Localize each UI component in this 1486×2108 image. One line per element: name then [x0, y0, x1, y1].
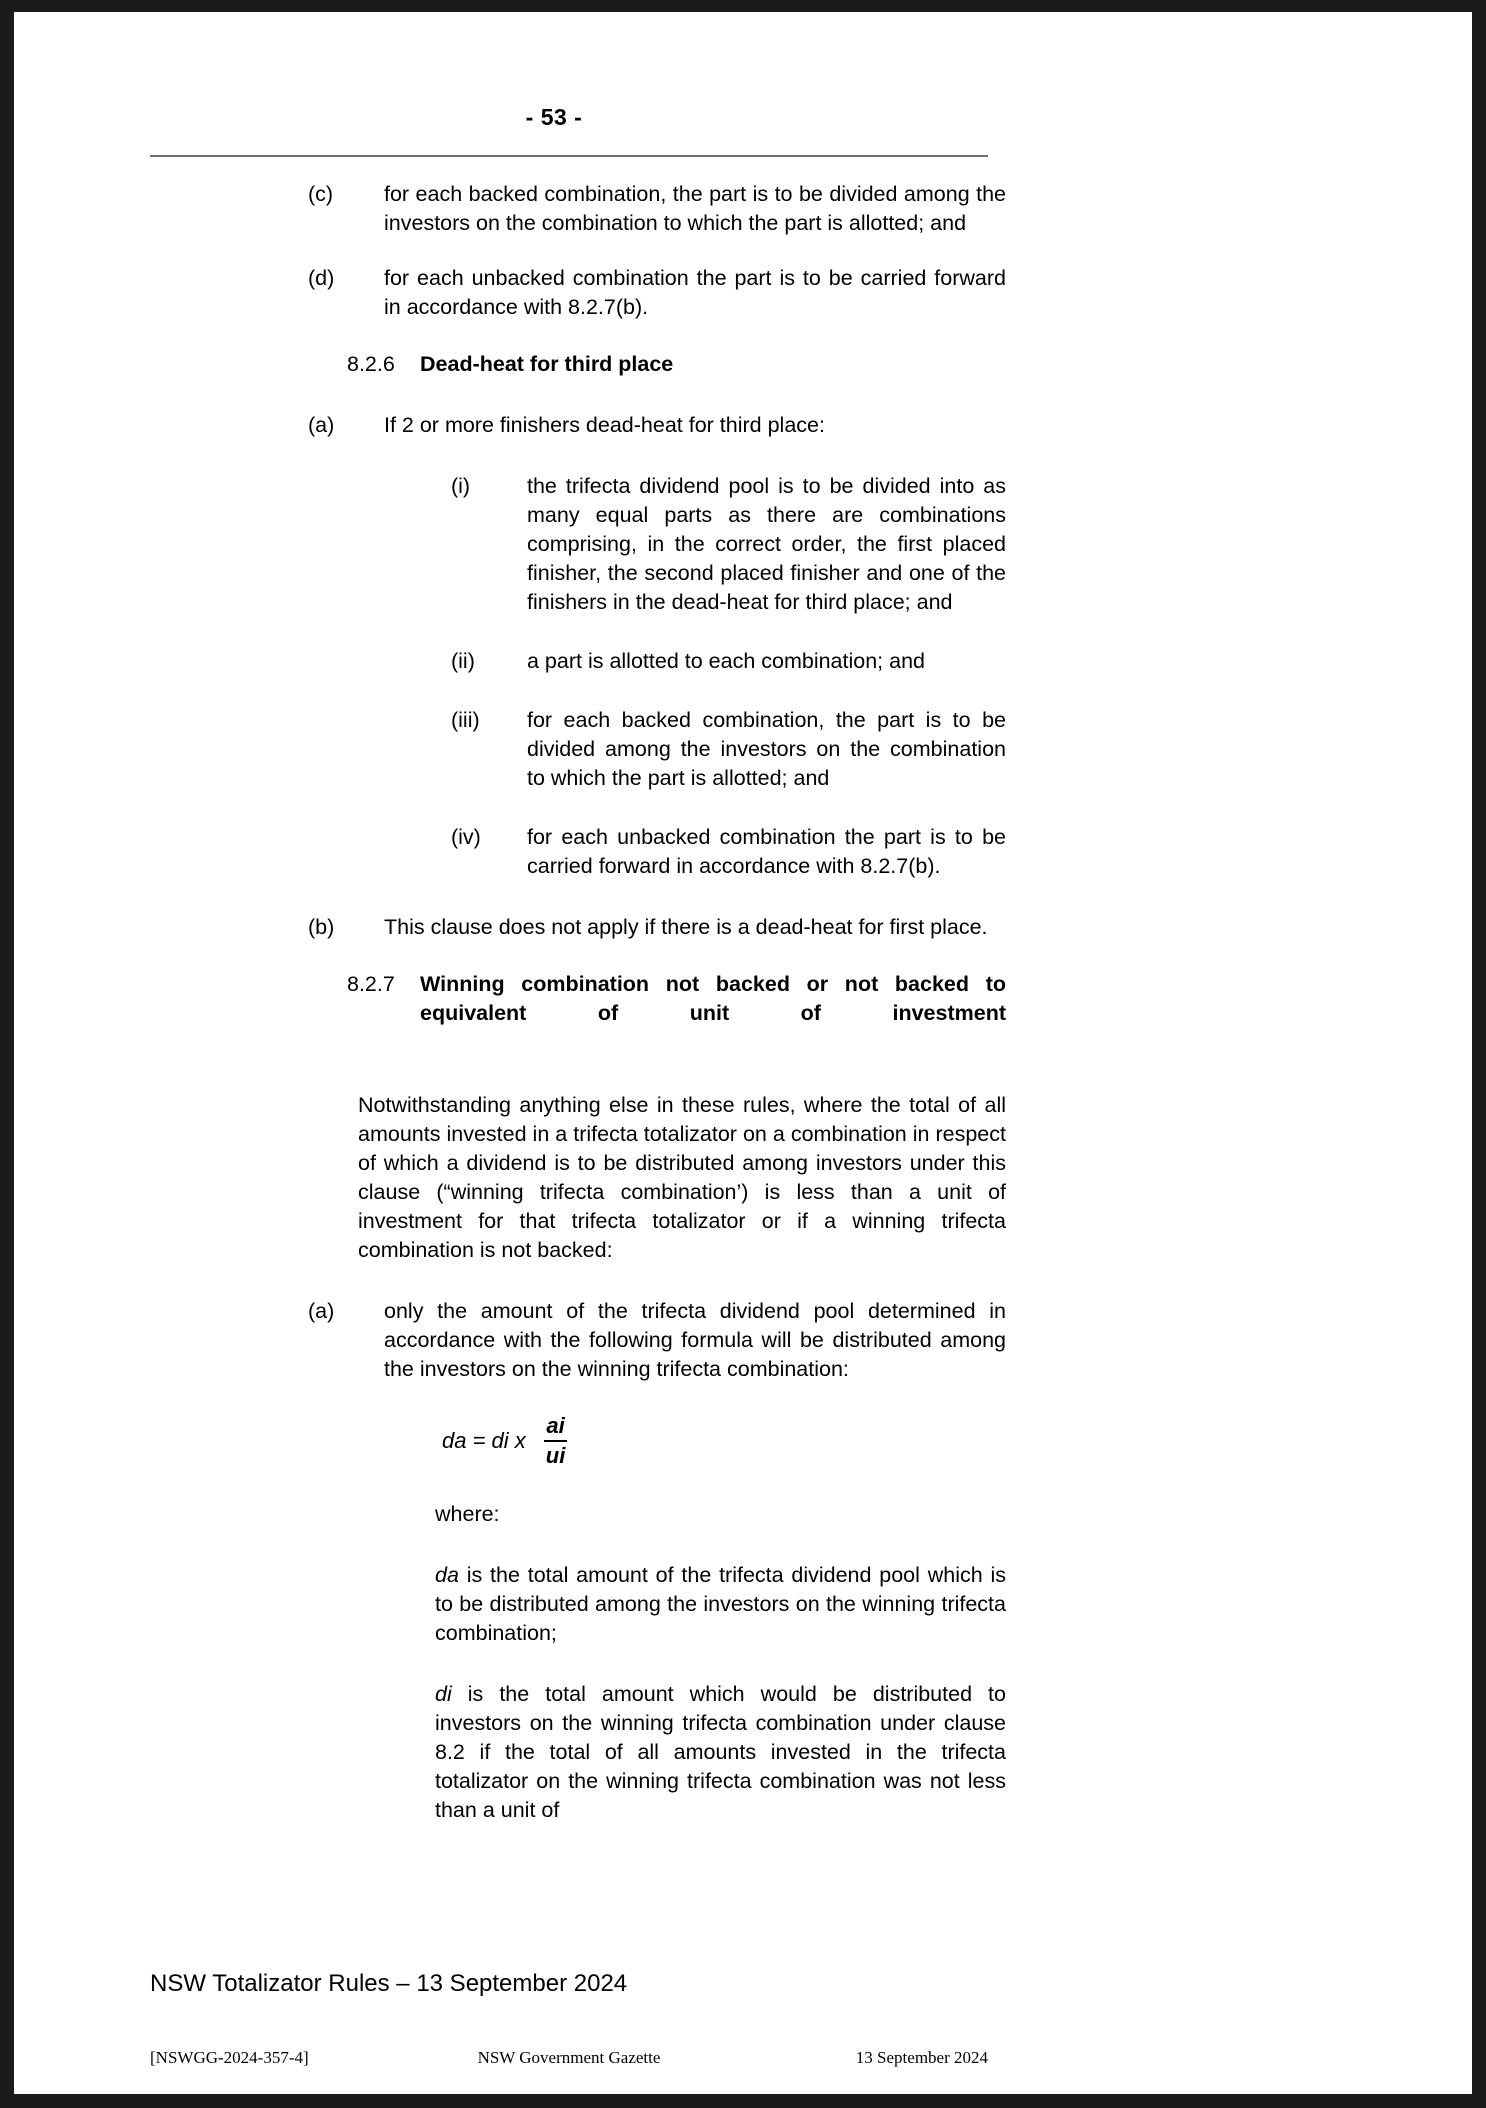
formula-numerator: ai	[544, 1413, 568, 1442]
clause-heading	[14, 350, 1094, 379]
list-item	[14, 264, 1094, 322]
header-divider	[150, 155, 988, 157]
gazette-date: 13 September 2024	[855, 2048, 988, 2067]
variable-name: di	[435, 1682, 452, 1706]
document-body	[14, 180, 1094, 1851]
formula	[14, 1414, 1094, 1470]
list-marker: (c)	[308, 182, 334, 206]
variable-name: da	[435, 1563, 459, 1587]
formula-fraction	[544, 1413, 568, 1469]
formula-left-side: da = di x	[442, 1427, 526, 1453]
list-item-text: the trifecta dividend pool is to be divided into as many equal parts as there are combinations comprising, in the correct order, the first placed finisher, the second placed finisher and one of the finishers in the dead-heat for third place; and	[527, 474, 1006, 614]
list-marker: (a)	[308, 1299, 335, 1323]
list-item	[14, 180, 1094, 238]
list-item	[14, 1297, 1094, 1384]
variable-definition	[14, 1561, 1094, 1648]
list-item-text: If 2 or more finishers dead-heat for third place:	[384, 413, 825, 437]
definition-body: is the total amount of the trifecta dividend pool which is to be distributed among the investors on the winning trifecta combination;	[435, 1563, 1006, 1645]
list-marker: (a)	[308, 413, 335, 437]
gazette-footer	[150, 2048, 988, 2068]
definition-text	[435, 1680, 1006, 1825]
clause-number: 8.2.7	[347, 972, 395, 996]
list-item	[14, 472, 1094, 617]
list-item	[14, 411, 1094, 440]
list-item-text: only the amount of the trifecta dividend pool determined in accordance with the following formula will be distributed among the investors on the winning trifecta combination:	[384, 1299, 1006, 1381]
list-item-text: This clause does not apply if there is a dead-heat for first place.	[384, 915, 988, 939]
list-marker: (iv)	[451, 825, 481, 849]
page-number: - 53 -	[525, 104, 583, 130]
list-item	[14, 913, 1094, 942]
clause-title: Dead-heat for third place	[420, 352, 674, 376]
clause-heading	[14, 970, 1094, 1057]
formula-denominator: ui	[545, 1443, 566, 1468]
definition-text	[435, 1561, 1006, 1648]
document-footer-title: NSW Totalizator Rules – 13 September 2024	[150, 1970, 628, 1997]
document-page	[14, 12, 1472, 2094]
list-item-text: for each backed combination, the part is to be divided among the investors on the combination to which the part is allotted; and	[384, 182, 1006, 235]
list-marker: (ii)	[451, 649, 475, 673]
list-marker: (b)	[308, 915, 335, 939]
where-label-block	[14, 1500, 1094, 1529]
clause-body-paragraph	[14, 1091, 1094, 1265]
list-item-text: a part is allotted to each combination; and	[527, 649, 926, 673]
clause-number: 8.2.6	[347, 352, 395, 376]
list-marker: (d)	[308, 266, 335, 290]
list-marker: (iii)	[451, 708, 480, 732]
list-item	[14, 823, 1094, 881]
list-item-text: for each backed combination, the part is to be divided among the investors on the combination to which the part is allotted; and	[527, 708, 1006, 790]
list-item	[14, 647, 1094, 676]
variable-definition	[14, 1680, 1094, 1825]
where-label: where:	[435, 1502, 500, 1526]
list-item	[14, 706, 1094, 793]
list-marker: (i)	[451, 474, 471, 498]
clause-title: Winning combination not backed or not backed to equivalent of unit of investment	[420, 972, 1006, 1025]
gazette-name: NSW Government Gazette	[477, 2048, 661, 2067]
paragraph-text: Notwithstanding anything else in these rules, where the total of all amounts invested in a trifecta totalizator on a combination in respect of which a dividend is to be distributed among investors under this clause (“winning trifecta combination’) is less than a unit of investment for that trifecta totalizator or if a winning trifecta combination is not backed:	[358, 1093, 1006, 1262]
gazette-reference: [NSWGG-2024-357-4]	[150, 2048, 309, 2067]
definition-body: is the total amount which would be distributed to investors on the winning trifecta combination under clause 8.2 if the total of all amounts invested in the trifecta totalizator on the winning trifecta combination was not less than a unit of	[435, 1682, 1006, 1822]
list-item-text: for each unbacked combination the part is to be carried forward in accordance with 8.2.7(b).	[384, 266, 1006, 319]
list-item-text: for each unbacked combination the part is to be carried forward in accordance with 8.2.7(b).	[527, 825, 1006, 878]
